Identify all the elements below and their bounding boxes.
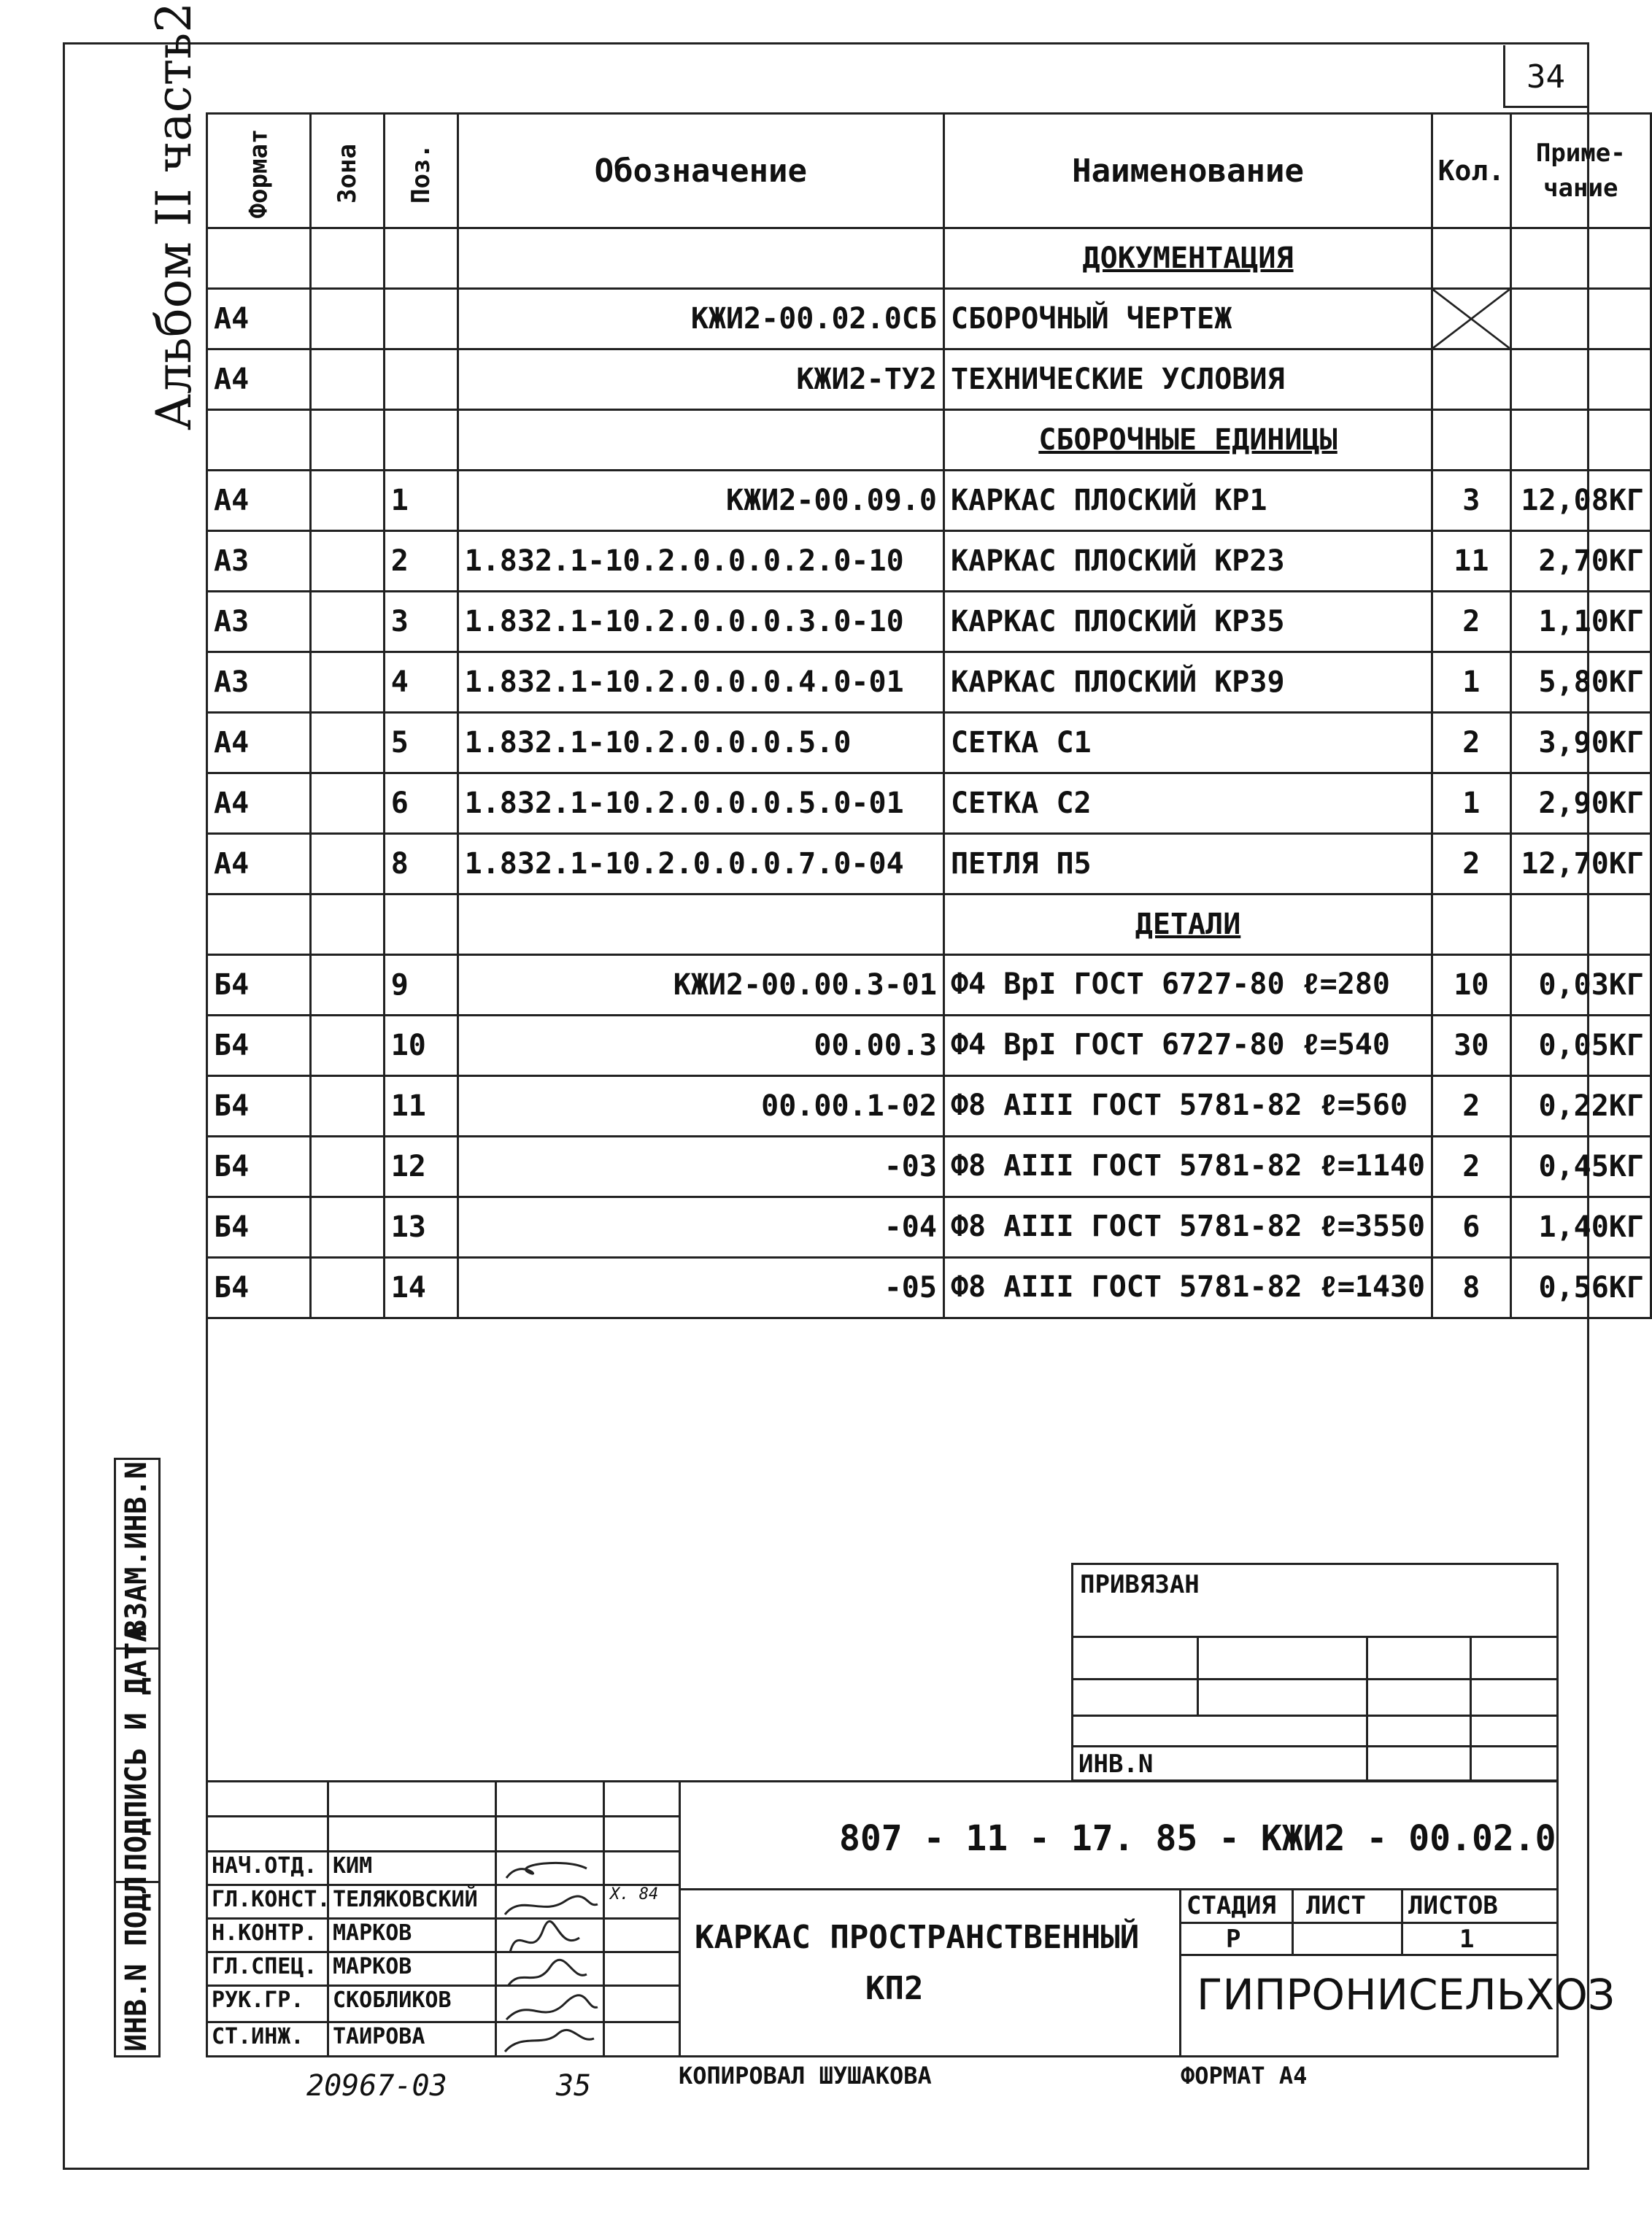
stamp-line	[1401, 1888, 1403, 1954]
organization-name: ГИПРОНИСЕЛЬХОЗ	[1197, 1970, 1616, 2020]
table-row	[207, 289, 1651, 349]
row-qty: 2	[1432, 834, 1510, 894]
table-row	[207, 713, 1651, 773]
row-name: КАРКАС ПЛОСКИЙ КР35	[943, 592, 1432, 652]
table-row	[207, 652, 1651, 713]
row-note: 0,56КГ	[1510, 1258, 1651, 1318]
section-details: ДЕТАЛИ	[943, 894, 1432, 955]
row-format: А4	[207, 349, 311, 410]
privyazan-line	[1071, 1636, 1559, 1638]
row-qty: 1	[1432, 652, 1510, 713]
row-pos: 6	[384, 773, 458, 834]
stamp-line	[1179, 1888, 1181, 2057]
row-qty: 2	[1432, 592, 1510, 652]
row-pos: 10	[384, 1016, 458, 1076]
row-note: 2,70КГ	[1510, 531, 1651, 592]
privyazan-line	[1071, 1678, 1559, 1680]
row-name: СЕТКА С2	[943, 773, 1432, 834]
stage-value: Р	[1226, 1925, 1241, 1954]
table-row	[207, 834, 1651, 894]
row-name: ПЕТЛЯ П5	[943, 834, 1432, 894]
lower-left-border	[206, 1255, 208, 1780]
stamp-line	[206, 2021, 679, 2023]
row-qty: 2	[1432, 1076, 1510, 1137]
table-row	[207, 1016, 1651, 1076]
stamp-line	[679, 1888, 1559, 1890]
person-name: КИМ	[333, 1853, 373, 1879]
row-format: А4	[207, 773, 311, 834]
row-pos: 2	[384, 531, 458, 592]
row-name: СБОРОЧНЫЙ ЧЕРТЕЖ	[943, 289, 1432, 349]
row-name: ТЕХНИЧЕСКИЕ УСЛОВИЯ	[943, 349, 1432, 410]
row-name: Ф4 ВрI ГОСТ 6727-80 ℓ=280	[943, 955, 1432, 1016]
stamp-line	[206, 1951, 679, 1953]
row-note: 1,10КГ	[1510, 592, 1651, 652]
row-format: Б4	[207, 1016, 311, 1076]
row-note: 5,80КГ	[1510, 652, 1651, 713]
table-row	[207, 471, 1651, 531]
specification-table	[206, 112, 1652, 1319]
stamp-line	[206, 1850, 679, 1852]
privyazan-inv-label: ИНВ.N	[1078, 1750, 1154, 1779]
row-pos: 11	[384, 1076, 458, 1137]
row-designation: -04	[458, 1197, 943, 1258]
table-row	[207, 1258, 1651, 1318]
row-designation: -05	[458, 1258, 943, 1318]
sheets-label: ЛИСТОВ	[1408, 1891, 1498, 1920]
table-row	[207, 531, 1651, 592]
row-note: 0,22КГ	[1510, 1076, 1651, 1137]
row-designation: 1.832.1-10.2.0.0.0.4.0-01	[458, 652, 943, 713]
crossed-cell	[1432, 289, 1510, 349]
role-label: РУК.ГР.	[212, 1987, 304, 2013]
role-label: НАЧ.ОТД.	[212, 1853, 317, 1879]
album-label: Альбом II часть2	[146, 1, 202, 430]
stamp-line	[1179, 1954, 1559, 1956]
row-format: Б4	[207, 1258, 311, 1318]
header-pos: Поз.	[384, 114, 458, 228]
row-qty: 1	[1432, 773, 1510, 834]
row-name: Ф8 АIII ГОСТ 5781-82 ℓ=560	[943, 1076, 1432, 1137]
sidebar-podpis-data: ПОДПИСЬ И ДАТА	[120, 1624, 153, 1871]
row-name: Ф8 АIII ГОСТ 5781-82 ℓ=1430	[943, 1258, 1432, 1318]
row-pos: 13	[384, 1197, 458, 1258]
section-row-documentation	[207, 228, 1651, 289]
row-name: КАРКАС ПЛОСКИЙ КР23	[943, 531, 1432, 592]
page-number: 34	[1526, 58, 1565, 96]
row-pos: 1	[384, 471, 458, 531]
stamp-line	[1179, 1922, 1559, 1924]
table-row	[207, 1197, 1651, 1258]
row-format: А4	[207, 471, 311, 531]
row-name: КАРКАС ПЛОСКИЙ КР39	[943, 652, 1432, 713]
section-row-assemblies	[207, 410, 1651, 471]
row-format: Б4	[207, 955, 311, 1016]
row-pos: 3	[384, 592, 458, 652]
stamp-title-line1: КАРКАС ПРОСТРАНСТВЕННЫЙ	[695, 1919, 1140, 1956]
stamp-line	[206, 1815, 679, 1817]
row-pos: 14	[384, 1258, 458, 1318]
privyazan-line	[1071, 1715, 1559, 1717]
sheet-label: ЛИСТ	[1306, 1891, 1366, 1920]
stamp-title-line2: КП2	[865, 1970, 924, 2007]
stamp-line	[206, 1884, 679, 1886]
row-pos: 9	[384, 955, 458, 1016]
privyazan-line	[1470, 1636, 1472, 1782]
header-note: Приме-чание	[1510, 114, 1651, 228]
row-designation: 1.832.1-10.2.0.0.0.5.0-01	[458, 773, 943, 834]
row-designation: -03	[458, 1137, 943, 1197]
section-documentation: ДОКУМЕНТАЦИЯ	[943, 228, 1432, 289]
row-format: Б4	[207, 1197, 311, 1258]
row-qty: 11	[1432, 531, 1510, 592]
row-qty: 8	[1432, 1258, 1510, 1318]
archive-page: 35	[556, 2069, 592, 2103]
privyazan-title: ПРИВЯЗАН	[1080, 1570, 1200, 1599]
row-note: 3,90КГ	[1510, 713, 1651, 773]
row-format: А4	[207, 713, 311, 773]
table-row	[207, 349, 1651, 410]
row-qty: 30	[1432, 1016, 1510, 1076]
stamp-line	[1292, 1888, 1294, 1954]
row-designation: 1.832.1-10.2.0.0.0.2.0-10	[458, 531, 943, 592]
row-note: 12,70КГ	[1510, 834, 1651, 894]
stamp-line	[679, 1780, 681, 2057]
row-qty: 10	[1432, 955, 1510, 1016]
row-designation: 1.832.1-10.2.0.0.0.3.0-10	[458, 592, 943, 652]
stamp-line	[206, 1985, 679, 1987]
row-note: 2,90КГ	[1510, 773, 1651, 834]
row-designation: 00.00.1-02	[458, 1076, 943, 1137]
row-format: А4	[207, 834, 311, 894]
copied-by: КОПИРОВАЛ ШУШАКОВА	[679, 2062, 932, 2090]
row-designation: КЖИ2-00.00.3-01	[458, 955, 943, 1016]
row-note: 0,45КГ	[1510, 1137, 1651, 1197]
row-pos: 12	[384, 1137, 458, 1197]
signature-icon	[499, 1850, 601, 2055]
privyazan-line	[1366, 1636, 1368, 1782]
archive-number: 20967-03	[306, 2069, 447, 2103]
header-name: Наименование	[943, 114, 1432, 228]
header-qty: Кол.	[1432, 114, 1510, 228]
person-name: СКОБЛИКОВ	[333, 1987, 452, 2013]
header-designation: Обозначение	[458, 114, 943, 228]
person-name: ТАИРОВА	[333, 2024, 425, 2049]
row-format: А3	[207, 531, 311, 592]
row-note: 0,03КГ	[1510, 955, 1651, 1016]
header-format: Формат	[207, 114, 311, 228]
row-designation: 1.832.1-10.2.0.0.0.5.0	[458, 713, 943, 773]
row-designation: 1.832.1-10.2.0.0.0.7.0-04	[458, 834, 943, 894]
row-name: СЕТКА С1	[943, 713, 1432, 773]
row-format: Б4	[207, 1076, 311, 1137]
person-name: МАРКОВ	[333, 1920, 412, 1946]
row-qty: 2	[1432, 713, 1510, 773]
table-row	[207, 773, 1651, 834]
row-name: Ф8 АIII ГОСТ 5781-82 ℓ=3550	[943, 1197, 1432, 1258]
row-note: 1,40КГ	[1510, 1197, 1651, 1258]
spec-header-row	[207, 114, 1651, 228]
table-row	[207, 1076, 1651, 1137]
row-name: Ф4 ВрI ГОСТ 6727-80 ℓ=540	[943, 1016, 1432, 1076]
row-designation: КЖИ2-00.09.0	[458, 471, 943, 531]
sheets-value: 1	[1459, 1925, 1475, 1954]
row-name: КАРКАС ПЛОСКИЙ КР1	[943, 471, 1432, 531]
row-format: А4	[207, 289, 311, 349]
section-assemblies: СБОРОЧНЫЕ ЕДИНИЦЫ	[943, 410, 1432, 471]
row-designation: КЖИ2-ТУ2	[458, 349, 943, 410]
row-pos: 5	[384, 713, 458, 773]
row-format: А3	[207, 592, 311, 652]
row-note: 12,08КГ	[1510, 471, 1651, 531]
section-row-details	[207, 894, 1651, 955]
header-zone: Зона	[310, 114, 384, 228]
row-qty: 2	[1432, 1137, 1510, 1197]
privyazan-line	[1071, 1745, 1559, 1747]
row-pos: 8	[384, 834, 458, 894]
stamp-line	[206, 1917, 679, 1920]
row-qty: 6	[1432, 1197, 1510, 1258]
row-name: Ф8 АIII ГОСТ 5781-82 ℓ=1140	[943, 1137, 1432, 1197]
table-row	[207, 592, 1651, 652]
stage-label: СТАДИЯ	[1186, 1891, 1276, 1920]
sidebar-vzam-inv: ВЗАМ.ИНВ.N	[120, 1461, 153, 1637]
row-qty: 3	[1432, 471, 1510, 531]
row-designation: КЖИ2-00.02.0СБ	[458, 289, 943, 349]
row-designation: 00.00.3	[458, 1016, 943, 1076]
table-row	[207, 1137, 1651, 1197]
role-label: ГЛ.КОНСТ.	[212, 1887, 331, 1912]
person-name: ТЕЛЯКОВСКИЙ	[333, 1887, 478, 1912]
approval-date: Х. 84	[610, 1885, 659, 1904]
row-pos: 4	[384, 652, 458, 713]
row-note: 0,05КГ	[1510, 1016, 1651, 1076]
role-label: ГЛ.СПЕЦ.	[212, 1954, 317, 1979]
person-name: МАРКОВ	[333, 1954, 412, 1979]
table-row	[207, 955, 1651, 1016]
row-format: А3	[207, 652, 311, 713]
privyazan-line	[1197, 1636, 1199, 1715]
sidebar-inv-podl: ИНВ.N ПОДЛ.	[120, 1858, 153, 2052]
role-label: Н.КОНТР.	[212, 1920, 317, 1946]
role-label: СТ.ИНЖ.	[212, 2024, 304, 2049]
row-format: Б4	[207, 1137, 311, 1197]
format-label: ФОРМАТ А4	[1181, 2062, 1308, 2090]
document-code: 807 - 11 - 17. 85 - КЖИ2 - 00.02.0	[839, 1818, 1556, 1859]
